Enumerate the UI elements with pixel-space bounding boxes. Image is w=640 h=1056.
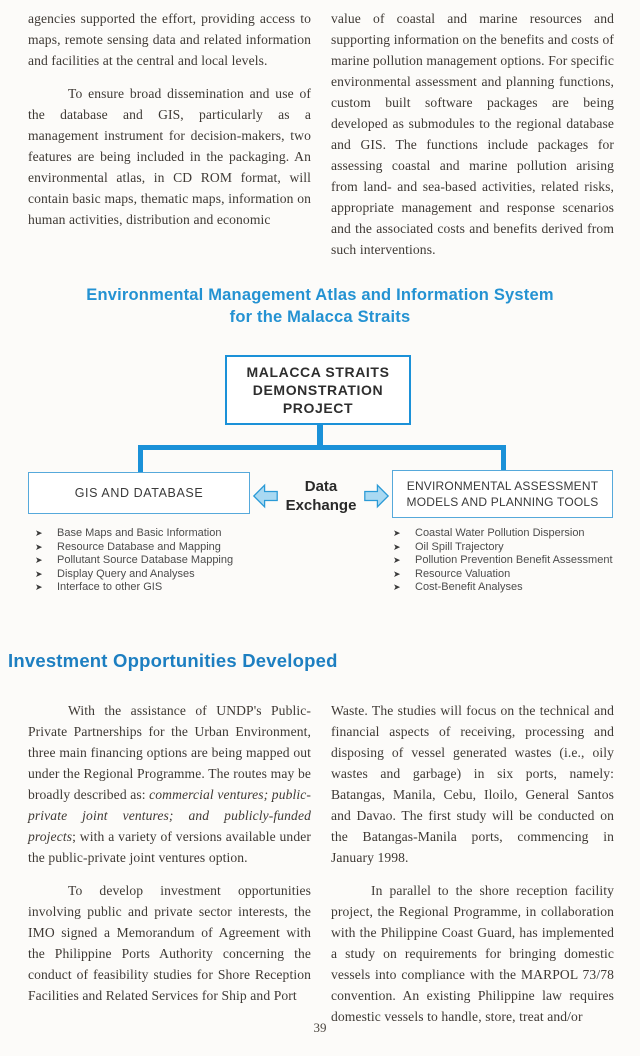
project-box-line3: PROJECT	[282, 400, 354, 416]
gis-feature-list	[35, 527, 233, 595]
paragraph	[28, 700, 311, 868]
list-item	[35, 568, 233, 582]
connector-vertical-top	[317, 425, 323, 447]
list-item	[393, 568, 613, 582]
data-exchange-label	[252, 473, 390, 519]
flow-diagram	[0, 345, 640, 607]
data-exchange-line2: Exchange	[285, 497, 357, 514]
diagram-box-gis: GIS AND DATABASE	[28, 472, 250, 514]
list-item-label: Pollutant Source Database Mapping	[57, 554, 234, 566]
diagram-box-project	[225, 355, 411, 425]
assessment-box-line1: ENVIRONMENTAL ASSESSMENT	[406, 479, 599, 493]
list-item	[393, 581, 613, 595]
bottom-right-column	[331, 700, 614, 1027]
top-left-column	[28, 8, 311, 260]
arrow-bullet-icon: ➤	[35, 528, 43, 538]
list-item	[393, 527, 613, 541]
arrow-bullet-icon: ➤	[35, 541, 43, 552]
top-text-section	[28, 8, 614, 260]
list-item-label: Interface to other GIS	[57, 581, 163, 593]
list-item-label: Coastal Water Pollution Dispersion	[415, 527, 585, 539]
list-item	[393, 554, 613, 568]
connector-vertical-right	[501, 445, 506, 471]
bottom-text-section	[28, 700, 614, 1027]
paragraph: Waste. The studies will focus on the technical and financial aspects of receiving, processing and disposing of vessel generated wastes (i.e., oily wastes and garbage) in six ports, namely: Batangas, Manila, Cebu, Iloilo, General Santos and Davao. The first study will be conducted on the Batangas-Manila ports, commencing in January 1998.	[331, 703, 614, 865]
connector-horizontal	[138, 445, 506, 450]
project-box-line2: DEMONSTRATION	[252, 382, 384, 398]
arrow-bullet-icon: ➤	[35, 555, 43, 565]
page-number: 39	[313, 1020, 327, 1035]
paragraph-text: With the assistance of UNDP's Public-Private Partnerships for the Urban Environment, three main financing options are being mapped out under the Regional Programme. The routes may be broadly described as:	[28, 703, 311, 802]
connector-vertical-left	[138, 445, 143, 472]
project-box-line1: MALACCA STRAITS	[246, 364, 390, 380]
arrow-bullet-icon: ➤	[35, 568, 43, 579]
list-item-label: Oil Spill Trajectory	[415, 540, 504, 553]
arrow-bullet-icon: ➤	[393, 582, 401, 592]
list-item-label: Base Maps and Basic Information	[57, 527, 222, 539]
assessment-feature-list	[393, 527, 613, 595]
paragraph: To ensure broad dissemination and use of the database and GIS, particularly as a management instrument for decision-makers, two features are being included in the packaging. An environmental atlas, in CD ROM format, will contain basic maps, thematic maps, information on human activities, distribution and economic	[28, 86, 311, 227]
bottom-left-column	[28, 700, 311, 1027]
arrow-bullet-icon: ➤	[393, 555, 401, 565]
arrow-bullet-icon: ➤	[393, 528, 401, 538]
list-item-label: Pollution Prevention Benefit Assessment	[415, 554, 613, 566]
list-item-label: Cost-Benefit Analyses	[415, 581, 523, 593]
diagram-box-assessment	[392, 470, 613, 518]
list-item	[393, 541, 613, 555]
list-item	[35, 527, 233, 541]
paragraph-italic-text: commercial ventures; public-private joint ventures; and publicly-funded projects	[28, 787, 312, 844]
list-item	[35, 554, 233, 568]
data-exchange-line1: Data	[304, 478, 338, 495]
diagram-title	[0, 284, 640, 328]
list-item	[35, 581, 233, 595]
paragraph: In parallel to the shore reception facility project, the Regional Programme, in collaboration with the Philippine Coast Guard, has implemented a study on requirements for bringing domestic vessels into compliance with the MARPOL 73/78 convention. An existing Philippine law requires domestic vessels to handle, store, treat and/or	[331, 883, 614, 1024]
arrow-bullet-icon: ➤	[35, 582, 43, 592]
right-arrow-icon	[363, 483, 390, 509]
list-item-label: Resource Database and Mapping	[57, 540, 221, 553]
list-item	[35, 541, 233, 555]
section-heading: Investment Opportunities Developed	[8, 650, 338, 671]
top-right-column	[331, 8, 614, 260]
list-item-label: Display Query and Analyses	[57, 567, 195, 580]
arrow-bullet-icon: ➤	[393, 541, 401, 552]
paragraph: To develop investment opportunities involving public and private sector interests, the IMO signed a Memorandum of Agreement with the Philippine Ports Authority concerning the conduct of feasibility studies for Shore Reception Facilities and Related Services for Ship and Port	[28, 883, 311, 1003]
data-exchange-text	[286, 477, 357, 515]
paragraph: agencies supported the effort, providing access to maps, remote sensing data and related information and facilities at the central and local levels.	[28, 11, 311, 68]
paragraph-text: ; with a variety of versions available under the public-private joint ventures option.	[28, 829, 311, 865]
diagram-title-line2: for the Malacca Straits	[229, 308, 411, 326]
paragraph: value of coastal and marine resources and supporting information on the benefits and costs of marine pollution management options. For specific environmental assessment and planning functions, custom built software packages are being developed as submodules to the regional database and GIS. The functions include packages for assessing coastal and marine pollution arising from land- and sea-based activities, related risks, appropriate management and response scenarios and the associated costs and benefits derived from such interventions.	[331, 11, 614, 257]
assessment-box-line2: MODELS AND PLANNING TOOLS	[406, 495, 599, 509]
list-item-label: Resource Valuation	[415, 567, 511, 580]
arrow-bullet-icon: ➤	[393, 568, 401, 579]
left-arrow-icon	[252, 483, 279, 509]
diagram-title-line1: Environmental Management Atlas and Information System	[86, 286, 554, 304]
